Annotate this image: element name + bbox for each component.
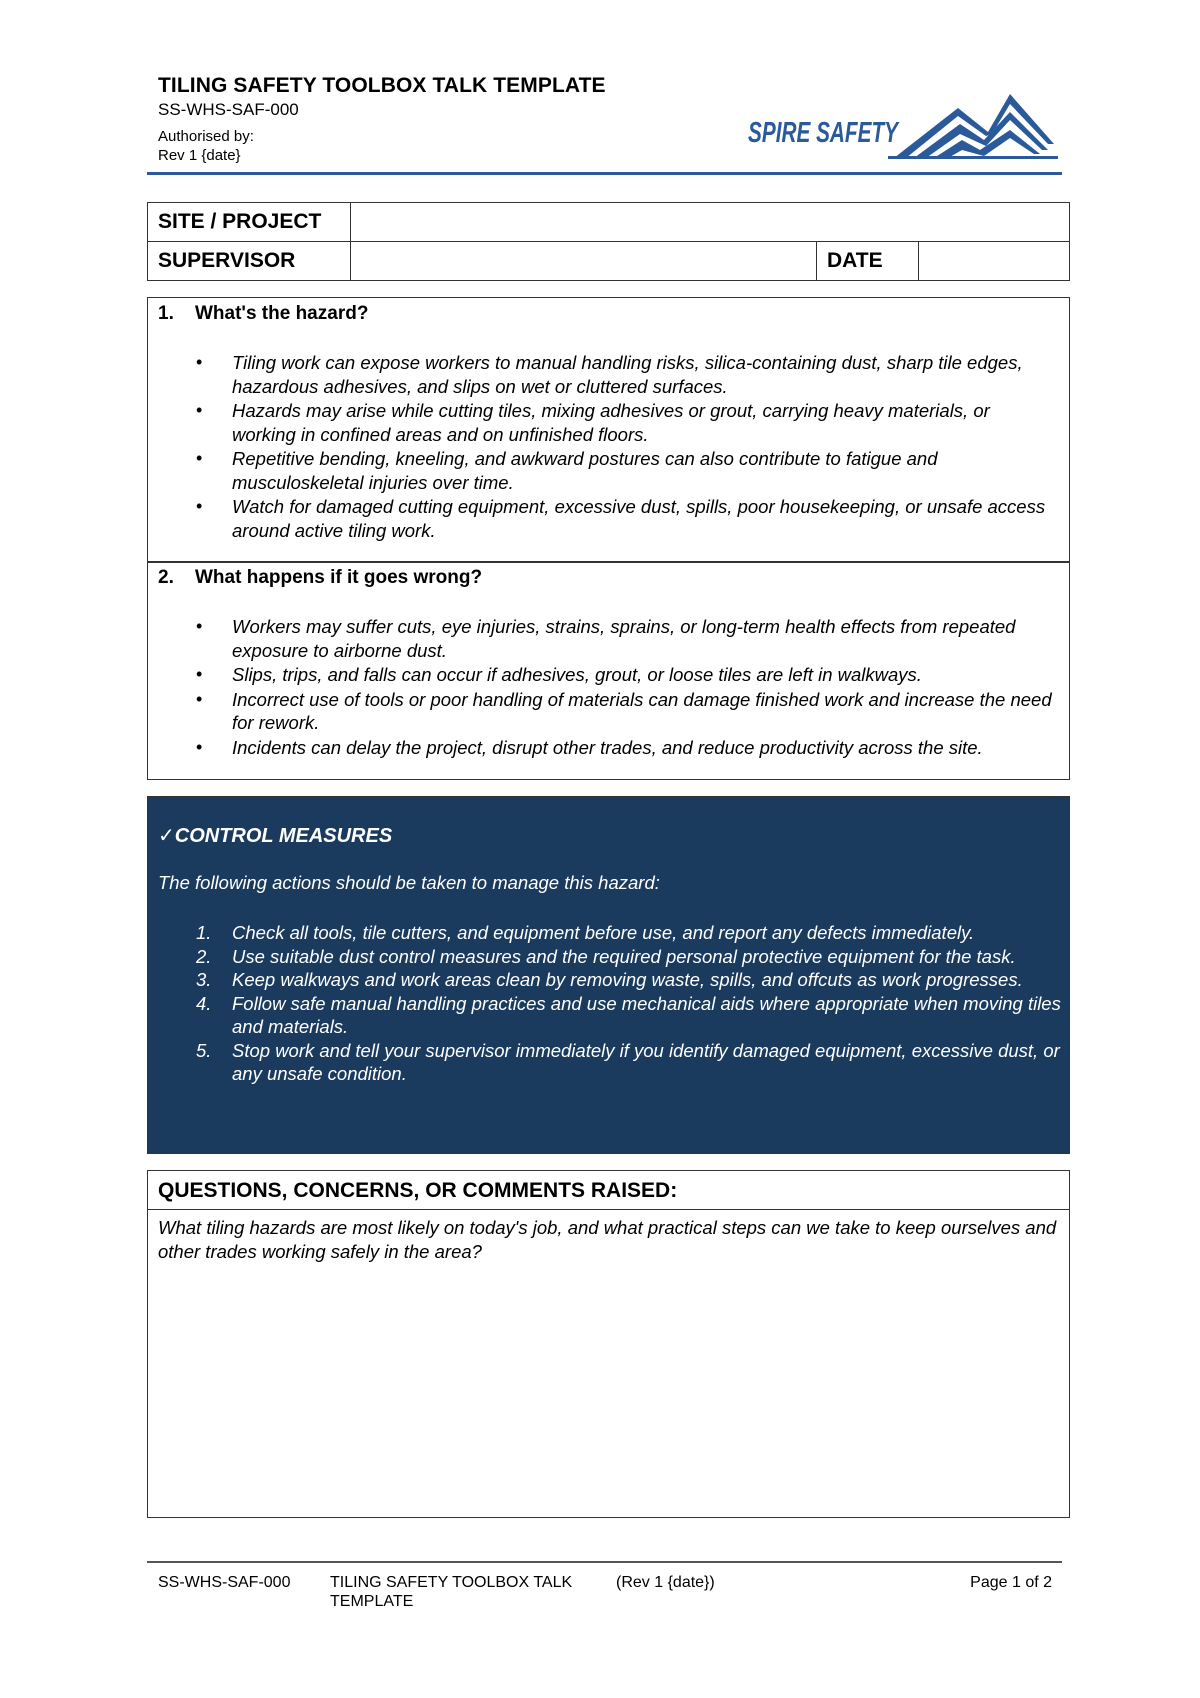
footer-divider (147, 1561, 1062, 1563)
list-item: • Slips, trips, and falls can occur if adhesives, grout, or loose tiles are left in walkways. (232, 663, 1057, 687)
list-item (196, 921, 1062, 945)
step-number: 3. (196, 969, 212, 990)
list-item (196, 945, 1062, 969)
step-text: Check all tools, tile cutters, and equipment before use, and report any defects immediately. (232, 922, 975, 943)
list-item (196, 1039, 1062, 1086)
footer-revision: (Rev 1 {date}) (616, 1574, 715, 1591)
consequence-section (147, 561, 1070, 780)
hazard-number: 1. (158, 303, 174, 324)
hazard-title: What's the hazard? (195, 303, 369, 324)
step-number: 1. (196, 922, 212, 943)
mountain-icon (888, 94, 1058, 159)
step-number: 4. (196, 992, 212, 1014)
logo-text: SPIRE SAFETY (748, 117, 900, 149)
date-label: DATE (817, 242, 919, 281)
consequence-title: What happens if it goes wrong? (195, 567, 483, 588)
step-text: Follow safe manual handling practices and use mechanical aids where appropriate when moving tiles and materials. (232, 992, 1061, 1037)
questions-section (147, 1170, 1070, 1518)
document-header (158, 72, 1062, 172)
footer-code: SS-WHS-SAF-000 (158, 1574, 291, 1591)
list-item: • Incorrect use of tools or poor handling of materials can damage finished work and increase the need for rework. (232, 688, 1057, 735)
date-field[interactable] (919, 242, 1070, 281)
questions-title: QUESTIONS, CONCERNS, OR COMMENTS RAISED: (148, 1171, 1069, 1210)
list-item: • Repetitive bending, kneeling, and awkward postures can also contribute to fatigue and musculoskeletal injuries over time. (232, 447, 1057, 494)
footer-title: TILING SAFETY TOOLBOX TALK TEMPLATE (330, 1574, 573, 1610)
step-number: 5. (196, 1039, 212, 1061)
consequence-heading (148, 562, 1069, 589)
control-measures-intro: The following actions should be taken to manage this hazard: (158, 872, 660, 893)
list-item (196, 992, 1062, 1039)
list-item: • Watch for damaged cutting equipment, excessive dust, spills, poor housekeeping, or unsafe access around active tiling work. (232, 495, 1057, 542)
consequence-list (148, 589, 1069, 759)
supervisor-field[interactable] (351, 242, 817, 281)
control-steps-list (196, 921, 1062, 1086)
site-info-table (147, 202, 1070, 281)
site-project-label: SITE / PROJECT (148, 203, 351, 242)
revision: Rev 1 {date} (158, 147, 241, 164)
list-item: • Hazards may arise while cutting tiles, mixing adhesives or grout, carrying heavy materials, or working in confined areas and on unfinished floors. (232, 399, 1057, 446)
list-item (196, 968, 1062, 992)
document-title: TILING SAFETY TOOLBOX TALK TEMPLATE (158, 74, 606, 97)
step-text: Keep walkways and work areas clean by removing waste, spills, and offcuts as work progresses. (232, 969, 1023, 990)
step-text: Stop work and tell your supervisor immediately if you identify damaged equipment, excessive dust, or any unsafe condition. (232, 1039, 1060, 1084)
site-project-field[interactable] (351, 203, 1070, 242)
list-item: • Incidents can delay the project, disrupt other trades, and reduce productivity across the site. (232, 736, 1057, 760)
header-divider (147, 172, 1062, 175)
hazard-section (147, 297, 1070, 563)
list-item: • Tiling work can expose workers to manual handling risks, silica-containing dust, sharp tile edges, hazardous adhesives, and slips on wet or cluttered surfaces. (232, 351, 1057, 398)
list-item: • Workers may suffer cuts, eye injuries, strains, sprains, or long-term health effects from repeated exposure to airborne dust. (232, 615, 1057, 662)
supervisor-label: SUPERVISOR (148, 242, 351, 281)
page-number: Page 1 of 2 (970, 1574, 1052, 1591)
consequence-number: 2. (158, 567, 174, 588)
document-code: SS-WHS-SAF-000 (158, 100, 299, 119)
control-measures-title: ✓CONTROL MEASURES (158, 825, 393, 847)
control-measures-section (147, 796, 1070, 1154)
questions-field[interactable]: What tiling hazards are most likely on today's job, and what practical steps can we take to keep ourselves and other trades working safely in the area? (158, 1217, 1057, 1262)
authorised-by: Authorised by: (158, 128, 254, 145)
hazard-list (148, 325, 1069, 542)
step-number: 2. (196, 945, 212, 967)
spire-safety-logo (748, 88, 1058, 162)
step-text: Use suitable dust control measures and the required personal protective equipment for the task. (232, 945, 1016, 967)
hazard-heading (148, 298, 1069, 325)
